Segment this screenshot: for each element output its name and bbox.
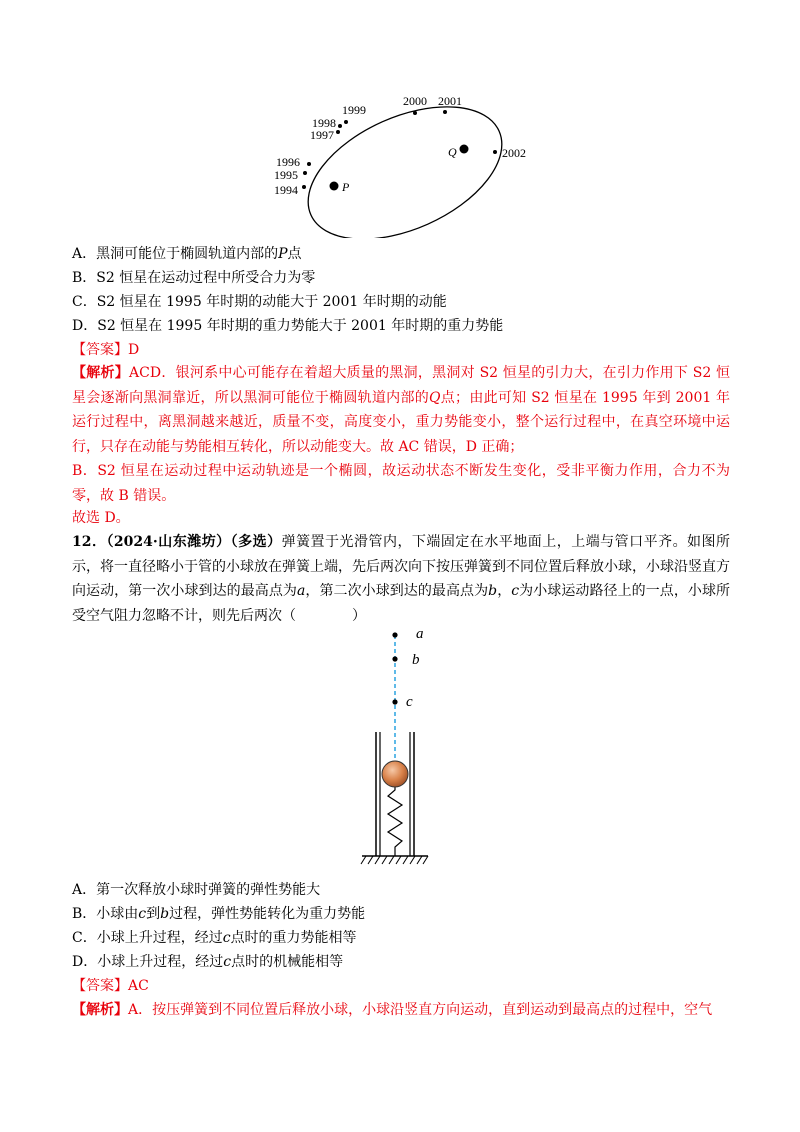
- option-b: B．S2 恒星在运动过程中所受合力为零: [72, 270, 316, 286]
- orbit-point-1998: [338, 124, 342, 128]
- black-hole-q: [460, 145, 469, 154]
- year-label: 1999: [342, 103, 366, 117]
- option-c: C．S2 恒星在 1995 年时期的动能大于 2001 年时期的动能: [72, 294, 447, 310]
- year-label: 2000: [403, 94, 427, 108]
- year-label: 2002: [502, 146, 526, 160]
- option-d: D．S2 恒星在 1995 年时期的重力势能大于 2001 年时期的重力势能: [72, 318, 504, 334]
- orbit-point-2000: [413, 111, 417, 115]
- ground-hatch: [361, 856, 428, 864]
- year-label: 1995: [274, 168, 298, 182]
- point-p: [330, 182, 339, 191]
- orbit-point-1996: [307, 162, 311, 166]
- label-a: a: [416, 626, 424, 642]
- orbit-figure: [260, 88, 550, 238]
- label-q: Q: [448, 145, 457, 159]
- label-b: b: [412, 652, 420, 668]
- orbit-ellipse: [288, 88, 522, 238]
- point-b: [392, 656, 397, 661]
- question-12-stem: 12．（2024·山东潍坊）（多选）弹簧置于光滑管内，下端固定在水平地面上，上端与管口平齐。如图所示，将一直径略小于管的小球放在弹簧上端，先后两次向下按压弹簧到不同位置后释放小球，小球沿竖直方向运动，第一次小球到达的最高点为a，第二次小球到达的最高点为b，c为小球运动路径上的一点，小球所受空气阻力忽略不计，则先后两次（ ）: [72, 534, 731, 624]
- q12-option-c: C．小球上升过程，经过c点时的重力势能相等: [72, 930, 357, 946]
- spring-tube-figure: [356, 622, 446, 872]
- orbit-point-1999: [344, 120, 348, 124]
- orbit-point-1994: [302, 185, 306, 189]
- orbit-point-2002: [493, 150, 497, 154]
- point-c: [392, 699, 397, 704]
- q12-option-d: D．小球上升过程，经过c点时的机械能相等: [72, 954, 344, 970]
- spring: [388, 784, 402, 856]
- q12-option-b: B．小球由c到b过程，弹性势能转化为重力势能: [72, 906, 366, 922]
- analysis-paragraph-b: B．S2 恒星在运动过程中运动轨迹是一个椭圆，故运动状态不断发生变化，受非平衡力作用，合力不为零，故 B 错误。: [72, 463, 730, 504]
- year-label: 2001: [438, 94, 462, 108]
- label-p: P: [342, 180, 350, 194]
- label-c: c: [406, 694, 413, 710]
- orbit-point-1995: [303, 171, 307, 175]
- q12-option-a: A．第一次释放小球时弹簧的弹性势能大: [72, 882, 321, 898]
- ball: [382, 761, 408, 787]
- year-label: 1994: [274, 183, 298, 197]
- year-label: 1997: [310, 128, 334, 142]
- orbit-point-1997: [336, 130, 340, 134]
- conclusion: 故选 D。: [72, 510, 130, 526]
- option-a: A．黑洞可能位于椭圆轨道内部的P点: [72, 246, 302, 262]
- year-label: 1998: [312, 116, 336, 130]
- q12-answer-line: 【答案】AC: [72, 978, 149, 994]
- orbit-point-2001: [443, 110, 447, 114]
- year-label: 1996: [276, 155, 300, 169]
- analysis-paragraph: 【解析】ACD．银河系中心可能存在着超大质量的黑洞，黑洞对 S2 恒星的引力大，在引力作用下 S2 恒星会逐渐向黑洞靠近，所以黑洞可能位于椭圆轨道内部的Q点；由此可知 S2 恒星在 1995 年到 2001 年运行过程中，离黑洞越来越近，质量不变，高度变小，重力势能变小，整个运行过程中，在真空环境中运行，只存在动能与势能相互转化，所以动能变大。故 AC 错误，D 正确；: [72, 365, 730, 455]
- point-a: [392, 632, 397, 637]
- answer-line: 【答案】D: [72, 342, 140, 358]
- q12-analysis: 【解析】A．按压弹簧到不同位置后释放小球，小球沿竖直方向运动，直到运动到最高点的过程中，空气: [72, 1002, 713, 1018]
